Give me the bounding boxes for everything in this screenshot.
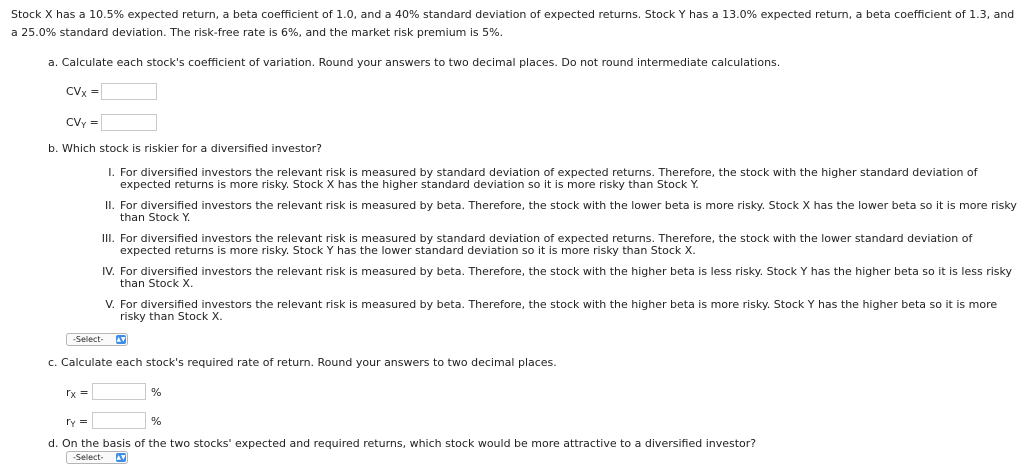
chevron-up-down-icon: ▲▼ — [116, 454, 126, 461]
part-a-question: a. Calculate each stock's coefficient of variation. Round your answers to two decimal places. Do not round intermediate calculations. — [48, 56, 781, 69]
cvy-input[interactable] — [101, 114, 157, 131]
option-text-line-1: For diversified investors the relevant risk is measured by beta. Therefore, the stock with the lower beta is more risky. Stock X has the lower beta so it is more risky — [120, 199, 1017, 212]
part-b-select-dropdown[interactable] — [66, 333, 128, 346]
option-text-line-1: For diversified investors the relevant risk is measured by beta. Therefore, the stock with the higher beta is more risky. Stock Y has the higher beta so it is more — [120, 298, 998, 311]
option-number: I. — [108, 166, 115, 179]
option-text-line-2: than Stock Y. — [120, 211, 191, 224]
rx-input[interactable] — [92, 383, 146, 400]
option-text-line-1: For diversified investors the relevant risk is measured by standard deviation of expected returns. Therefore, the stock with the higher standard deviation of — [120, 166, 978, 179]
option-number: V. — [105, 298, 115, 311]
select-value: -Select- — [73, 453, 104, 462]
option-number: II. — [105, 199, 115, 212]
part-d-select-dropdown[interactable] — [66, 451, 128, 464]
part-c-question: c. Calculate each stock's required rate of return. Round your answers to two decimal places. — [48, 356, 557, 369]
cvy-label: $CV_Y$ = — [66, 116, 99, 130]
ry-percent-unit: % — [151, 415, 162, 428]
problem-statement-line-1: Stock X has a 10.5% expected return, a beta coefficient of 1.0, and a 40% standard deviation of expected returns. Stock Y has a 13.0% expected return, a beta coefficient of 1.3, and — [11, 8, 1015, 21]
option-text-line-2: expected returns is more risky. Stock Y has the lower standard deviation so it is more risky than Stock X. — [120, 244, 696, 257]
option-number: III. — [101, 232, 115, 245]
rx-percent-unit: % — [151, 386, 162, 399]
option-text-line-1: For diversified investors the relevant risk is measured by standard deviation of expected returns. Therefore, the stock with the lower standard deviation of — [120, 232, 973, 245]
cvx-input[interactable] — [101, 83, 157, 100]
select-value: -Select- — [73, 335, 104, 344]
part-b-question: b. Which stock is riskier for a diversified investor? — [48, 142, 322, 155]
ry-label: $r_Y$ = — [66, 415, 89, 429]
option-number: IV. — [102, 265, 115, 278]
chevron-up-down-icon: ▲▼ — [116, 336, 126, 343]
option-text-line-2: risky than Stock X. — [120, 310, 223, 323]
option-text-line-2: expected returns is more risky. Stock X has the higher standard deviation so it is more risky than Stock Y. — [120, 178, 699, 191]
rx-label: $r_X$ = — [66, 386, 89, 400]
part-d-question: d. On the basis of the two stocks' expected and required returns, which stock would be more attractive to a diversified investor? — [48, 437, 757, 450]
option-text-line-1: For diversified investors the relevant risk is measured by beta. Therefore, the stock with the higher beta is less risky. Stock Y has the higher beta so it is less risky — [120, 265, 1012, 278]
option-text-line-2: than Stock X. — [120, 277, 194, 290]
cvx-label: $CV_X$ = — [66, 85, 100, 99]
ry-input[interactable] — [92, 412, 146, 429]
problem-statement-line-2: a 25.0% standard deviation. The risk-free rate is 6%, and the market risk premium is 5%. — [11, 26, 504, 39]
